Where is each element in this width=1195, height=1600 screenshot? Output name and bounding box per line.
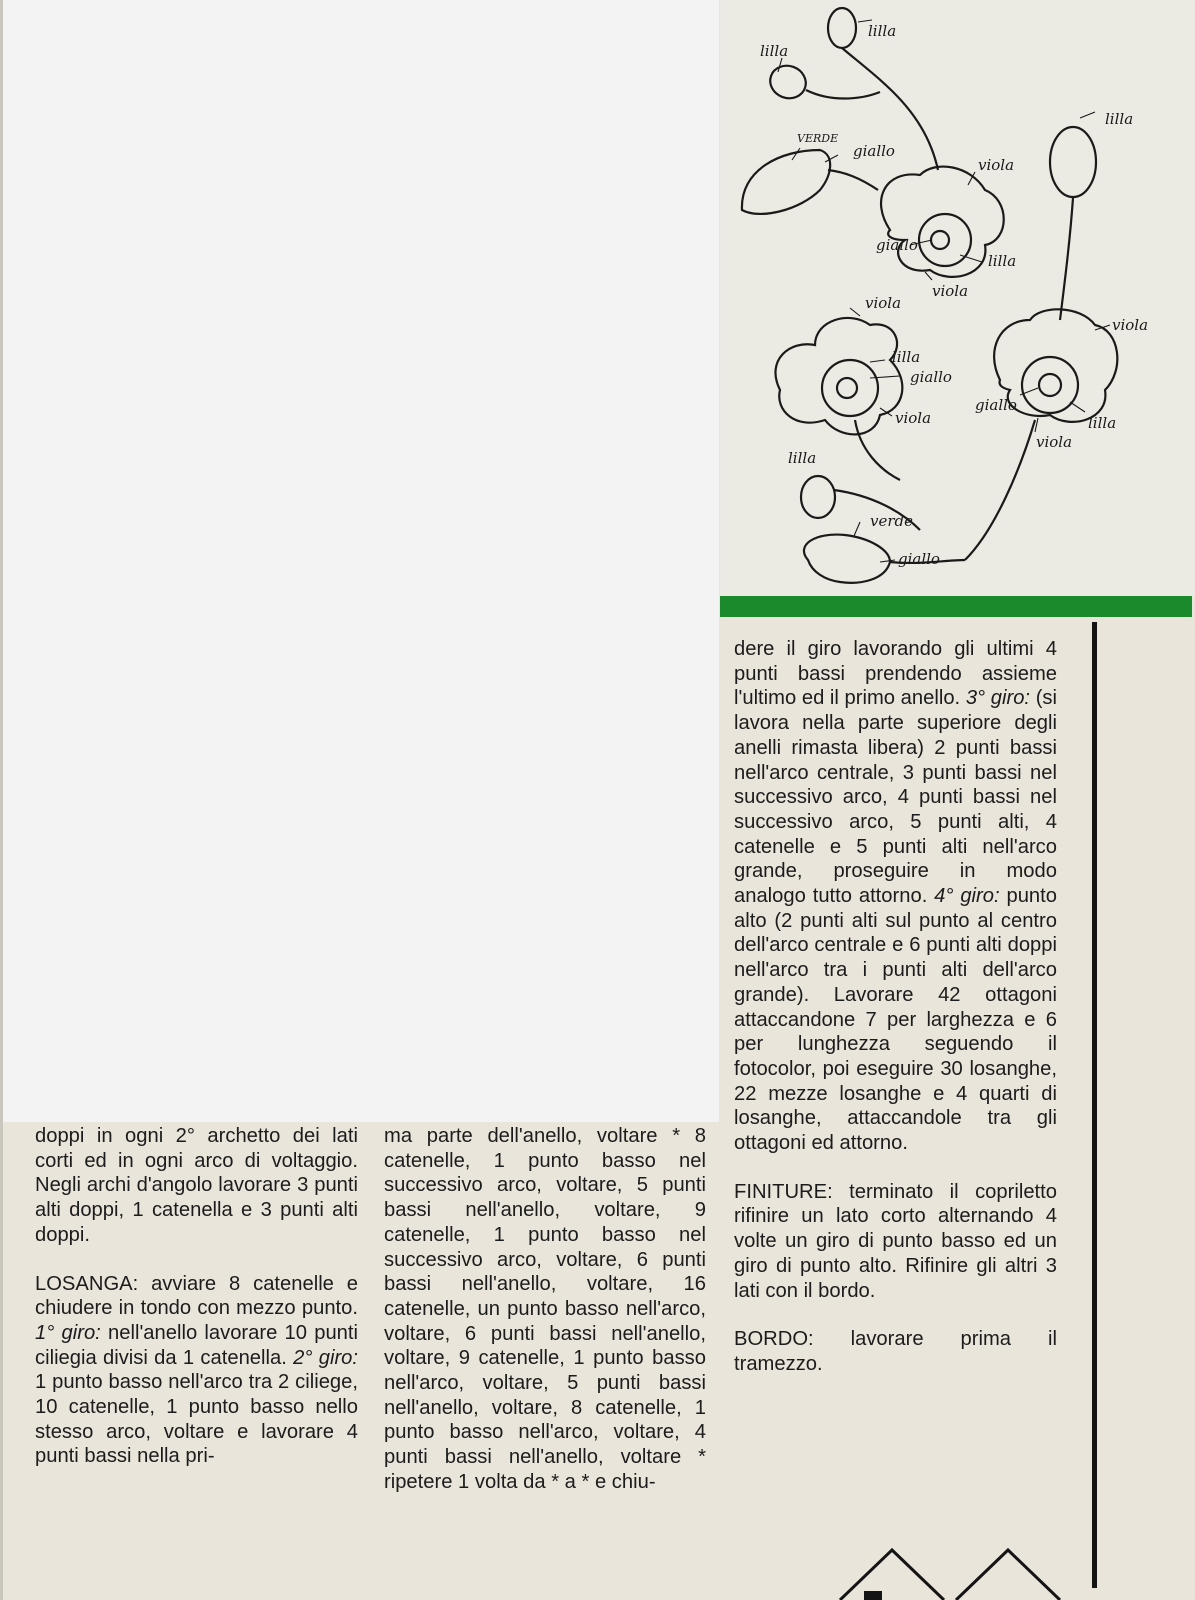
label-viola-flower1-bottom: viola (932, 282, 969, 300)
label-giallo-flower2: giallo (910, 368, 952, 386)
flower-1-petals (881, 167, 1004, 277)
col3-paragraph-finiture: FINITURE: terminato il copriletto rifinire un lato corto alternando 4 volte un giro di punto basso ed un giro di punto alto. Rifinire gli altri 3 lati con il bordo. (734, 1180, 1057, 1302)
finiture-heading: FINITURE: (734, 1180, 833, 1203)
flower-3-inner (1022, 357, 1078, 413)
bordo-heading: BORDO: (734, 1328, 814, 1351)
text-column-3 (734, 637, 1057, 1377)
flower-diagram-svg (720, 0, 1195, 596)
left-bud-shape (766, 61, 811, 103)
label-viola-flower3-bottom: viola (1036, 433, 1073, 451)
flower-1-center (931, 231, 949, 249)
right-bud-shape (1050, 127, 1096, 197)
green-accent-bar (720, 596, 1192, 617)
bottom-bud-shape (801, 476, 835, 518)
label-giallo-flower3: giallo (975, 396, 1017, 414)
label-lilla-top: lilla (868, 22, 897, 40)
label-viola-flower3: viola (1112, 316, 1149, 334)
label-verde-bottom: verde (870, 512, 914, 530)
losanga-heading: LOSANGA: (35, 1272, 139, 1295)
label-verde-top: VERDE (797, 132, 839, 145)
col1-paragraph-losanga: LOSANGA: avviare 8 catenelle e chiudere in tondo con mezzo punto. 1° giro: nell'anello lavorare 10 punti ciliegia divisi da 1 catenella. 2° giro: 1 punto basso nell'arco tra 2 ciliege, 10 catenelle, 1 punto basso nello stesso arco, voltare e lavorare 4 punti bassi nella pri- (35, 1272, 359, 1468)
label-giallo-bottom: giallo (898, 550, 940, 568)
col2-paragraph-1: ma parte dell'anello, voltare * 8 catenelle, 1 punto basso nel successivo arco, voltare, 5 punti bassi nell'anello, voltare, 9 catenelle, 1 punto basso nel successivo arco, voltare, 6 punti bassi nell'anello, voltare, 16 catenelle, un punto basso nell'arco, voltare, 6 punti bassi nell'anello, voltare, 9 catenelle, 1 punto basso nell'arco, voltare, 5 punti bassi nell'anello, voltare, 8 catenelle, 1 punto basso nell'arco, voltare, 4 punti bassi nell'anello, voltare * ripetere 1 volta da * a * e chiu- (384, 1125, 706, 1493)
label-viola-flower2-bottom: viola (895, 409, 932, 427)
bottom-chevron-decoration (830, 1545, 1092, 1600)
flower-diagram (720, 0, 1195, 596)
top-leaf-stem (828, 170, 878, 190)
label-lilla-right: lilla (1105, 110, 1134, 128)
flower-3-center (1039, 374, 1061, 396)
label-lilla-left: lilla (760, 42, 789, 60)
right-bud-stem (1060, 198, 1073, 320)
label-giallo-top: giallo (853, 142, 895, 160)
giro-4-label: 4° giro: (934, 885, 1000, 908)
top-leaf-shape (742, 150, 830, 214)
blank-image-area (3, 0, 719, 1122)
label-viola-flower2: viola (865, 294, 902, 312)
label-viola-flower1: viola (978, 156, 1015, 174)
left-bud-stem (806, 90, 880, 99)
text-column-2 (384, 1124, 706, 1495)
giro-1-label: 1° giro: (35, 1321, 101, 1344)
flower-2-petals (775, 318, 902, 434)
flower-2-stem (855, 420, 900, 480)
text-column-1 (35, 1124, 358, 1469)
label-lilla-flower1: lilla (988, 252, 1017, 270)
bottom-leaf-shape (804, 535, 890, 583)
label-lilla-flower3: lilla (1088, 414, 1117, 432)
giro-2-label: 2° giro: (293, 1346, 359, 1369)
vertical-rule (1092, 622, 1097, 1588)
flower-2-center (837, 378, 857, 398)
col3-paragraph-bordo: BORDO: lavorare prima il tramezzo. (734, 1328, 1057, 1375)
flower-3-stem (965, 420, 1035, 560)
flower-1-inner (919, 214, 971, 266)
label-giallo-flower1: giallo (876, 236, 918, 254)
label-lilla-flower2: lilla (892, 348, 921, 366)
top-bud-shape (828, 8, 856, 48)
col1-paragraph-1: doppi in ogni 2° archetto dei lati corti ed in ogni arco di voltaggio. Negli archi d'angolo lavorare 3 punti alti doppi, 1 catenella e 3 punti alti doppi. (35, 1125, 358, 1246)
label-lilla-bud-bottom: lilla (788, 449, 817, 467)
giro-3-label: 3° giro: (965, 687, 1031, 710)
col3-paragraph-1: dere il giro lavorando gli ultimi 4 punti bassi prendendo assieme l'ultimo ed il primo anello. 3° giro: (si lavora nella parte superiore degli anelli rimasta libera) 2 punti bassi nell'arco centrale, 3 punti bassi nel successivo arco, 4 punti bassi nel successivo arco, 5 punti alti, 4 catenelle e 5 punti alti nell'arco grande, proseguire in modo analogo tutto attorno. 4° giro: punto alto (2 punti alti sul punto al centro dell'arco centrale e 6 punti alti doppi nell'arco tra i punti alti dell'arco grande). Lavorare 42 ottagoni attaccandone 7 per larghezza e 6 per lunghezza seguendo il fotocolor, poi eseguire 30 losanghe, 22 mezze losanghe e 4 quarti di losanghe, attaccandole tra gli ottagoni ed attorno. (734, 638, 1057, 1155)
flower-2-inner (822, 360, 878, 416)
